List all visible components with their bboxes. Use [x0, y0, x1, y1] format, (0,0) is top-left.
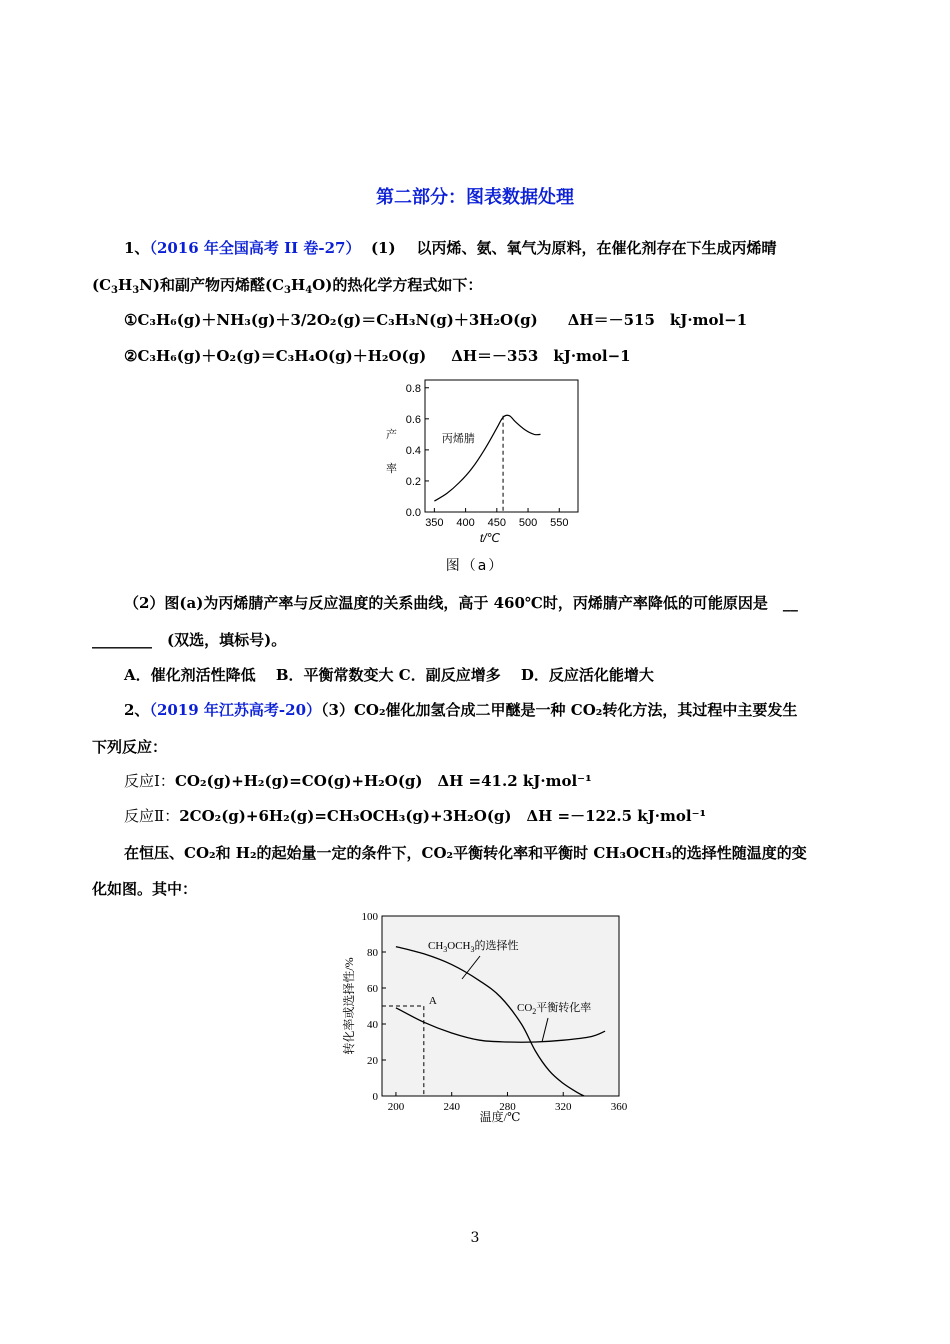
chart-a-xtick-label: 500	[518, 517, 538, 529]
chart-a-ylabel-part2: 率	[386, 463, 397, 475]
chart-b-ytick-label: 60	[367, 983, 378, 995]
q2-desc-line2: 化如图。其中：	[92, 880, 198, 898]
chart-b-legend-dme: $CH_3OCH_3$的选择性	[428, 940, 519, 954]
equation-1-dh: ΔH＝－515 kJ·mol−1	[567, 311, 748, 329]
equation-1: ①C₃H₆(g)＋NH₃(g)＋3/2O₂(g)＝C₃H₃N(g)＋3H₂O(g) ΔH＝－515 kJ·mol−1	[124, 311, 748, 329]
q2-intro-text: （3）CO₂催化加氢合成二甲醚是一种 CO₂转化方法，其过程中主要发生	[321, 701, 798, 719]
chart-b	[335, 906, 635, 1131]
page-title: 第二部分：图表数据处理	[376, 187, 574, 208]
chart-b-xlabel: 温度/℃	[479, 1110, 521, 1124]
chart-b-legend-co2: $CO_2$平衡转化率	[517, 1002, 592, 1016]
reaction-2: 反应Ⅱ：2CO₂(g)+6H₂(g)=CH₃OCH₃(g)+3H₂O(g) ΔH =－122.5 kJ·mol⁻¹	[124, 807, 707, 825]
q1-number: 1、	[124, 239, 150, 257]
q1-options: A．催化剂活性降低 B．平衡常数变大 C．副反应增多 D．反应活化能增大	[124, 666, 654, 684]
figure-a-caption: 图（a）	[445, 558, 505, 574]
chart-b-point-a-label: A	[428, 995, 437, 1007]
chart-a-xtick-label: 550	[550, 517, 569, 529]
chart-a-ytick-label: 0.6	[405, 413, 421, 426]
chart-b-xtick-label: 280	[499, 1101, 516, 1113]
chart-b-xtick-label: 240	[443, 1101, 460, 1113]
q2-number: 2、	[124, 701, 150, 719]
reaction-1: 反应Ⅰ：CO₂(g)+H₂(g)=CO(g)+H₂O(g) ΔH =41.2 kJ·mol⁻¹	[124, 772, 592, 790]
chart-a-xtick-label: 450	[487, 517, 506, 529]
chart-a-xtick-label: 400	[456, 517, 475, 529]
chart-b-ytick-label: 80	[367, 947, 378, 959]
chart-a-ytick-label: 0.8	[405, 382, 421, 395]
q1-source: （2016 年全国高考 II 卷-27）	[149, 239, 361, 257]
chart-b-ytick-label: 100	[361, 911, 378, 923]
chart-b-xtick-label: 320	[554, 1101, 572, 1113]
q2-desc-line1: 在恒压、CO₂和 H₂的起始量一定的条件下，CO₂平衡转化率和平衡时 CH₃OCH₃的选择性随温度的变	[124, 844, 807, 862]
chart-b-ytick-label: 20	[367, 1055, 378, 1067]
chart-a-xlabel: t/℃	[479, 531, 501, 545]
chart-a	[370, 372, 600, 552]
q1-sub2-line1: （2）图(a)为丙烯腈产率与反应温度的关系曲线，高于 460℃时，丙烯腈产率降低的可能原因是 __	[124, 594, 798, 612]
q1-intro-text: 以丙烯、氨、氧气为原料，在催化剂存在下生成丙烯晴	[416, 239, 777, 257]
chart-b-xtick-label: 200	[387, 1101, 405, 1113]
chart-a-series-line	[434, 415, 540, 501]
chart-a-ytick-label: 0.4	[405, 444, 421, 457]
q1-intro-line2: $(C_3H_3N)$和副产物丙烯醛$(C_3H_4O)$的热化学方程式如下：	[92, 276, 483, 296]
chart-a-xtick-label: 350	[425, 517, 444, 529]
chart-a-ytick-label: 0.0	[405, 507, 421, 519]
chart-b-ytick-label: 0	[372, 1091, 378, 1103]
q1-part: (1)	[370, 239, 396, 257]
chart-a-ytick-label: 0.2	[405, 475, 421, 488]
page-number: 3	[470, 1230, 480, 1246]
chart-b-ytick-label: 40	[367, 1019, 378, 1031]
q1-intro-line1	[124, 237, 777, 258]
chart-b-xtick-label: 360	[610, 1101, 628, 1113]
chart-a-ylabel-part1: 产	[386, 429, 397, 441]
equation-2-dh: ΔH＝－353 kJ·mol−1	[451, 347, 631, 365]
equation-2: ②C₃H₆(g)＋O₂(g)＝C₃H₄O(g)＋H₂O(g) ΔH＝－353 kJ·mol−1	[124, 347, 631, 365]
chart-a-annotation: 丙烯腈	[441, 433, 475, 446]
chart-b-ylabel: 转化率或选择性/%	[342, 957, 356, 1055]
q1-sub2-line2: ________ (双选，填标号)。	[92, 631, 287, 649]
q2-intro-line2: 下列反应：	[92, 738, 168, 756]
q2-intro-line1	[124, 699, 797, 720]
q2-source: （2019 年江苏高考-20）	[149, 701, 322, 719]
